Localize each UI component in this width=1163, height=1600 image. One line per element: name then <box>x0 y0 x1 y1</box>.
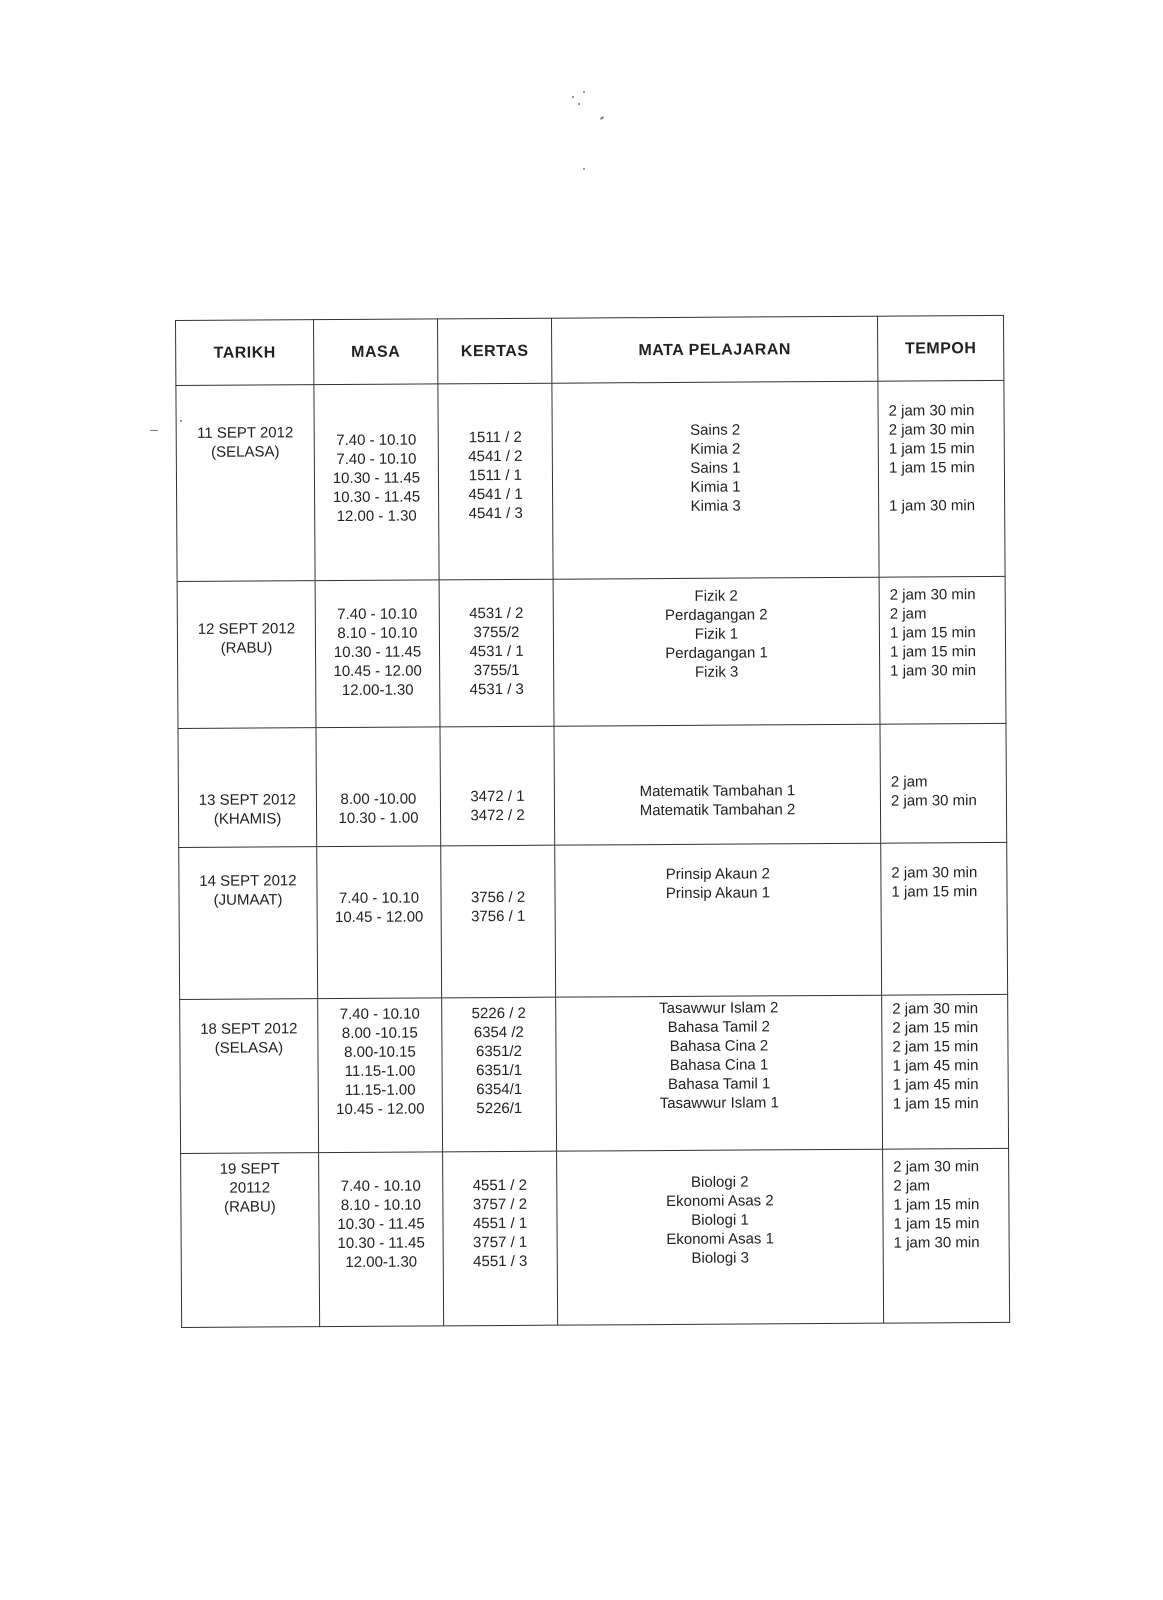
date-cell-line: 20112 <box>229 1179 271 1197</box>
tempoh-cell-line: 2 jam 30 min <box>891 864 978 882</box>
date-cell <box>179 847 318 1000</box>
masa-cell-line: 10.45 - 12.00 <box>334 908 424 927</box>
subject-cell-line: Sains 2 <box>690 421 741 439</box>
kertas-cell-line: 5226/1 <box>476 1099 523 1118</box>
masa-cell <box>315 580 440 728</box>
kertas-cell-line: 3755/2 <box>473 623 520 642</box>
exam-timetable <box>175 315 1009 1350</box>
date-cell-line: (SELASA) <box>211 443 280 461</box>
subject-cell-line: Matematik Tambahan 2 <box>639 801 796 820</box>
subject-cell-line: Bahasa Cina 1 <box>669 1056 769 1074</box>
masa-cell-line: 10.45 - 12.00 <box>336 1100 425 1119</box>
kertas-cell <box>440 726 555 846</box>
header-tempoh: TEMPOH <box>877 315 1003 381</box>
masa-cell-line: 7.40 - 10.10 <box>337 605 418 624</box>
table-row <box>176 380 1005 581</box>
date-cell-line: 14 SEPT 2012 <box>199 872 297 890</box>
tempoh-cell-line: 1 jam 45 min <box>892 1057 979 1075</box>
masa-cell-line: 10.30 - 11.45 <box>337 1234 425 1253</box>
tempoh-cell-line: 2 jam 30 min <box>888 402 975 420</box>
subject-cell-line: Matematik Tambahan 1 <box>639 782 796 801</box>
tempoh-cell <box>882 994 1009 1149</box>
timetable-table <box>175 315 1010 1328</box>
subject-cell-line: Kimia 3 <box>690 497 741 515</box>
kertas-cell-line: 4541 / 3 <box>468 504 523 523</box>
subject-cell-line: Ekonomi Asas 2 <box>666 1192 774 1211</box>
tempoh-cell-line: 1 jam 15 min <box>893 1215 980 1233</box>
masa-cell-line: 7.40 - 10.10 <box>338 889 420 908</box>
kertas-cell-line: 3755/1 <box>473 661 520 680</box>
date-cell <box>176 385 315 582</box>
kertas-cell-line: 4531 / 3 <box>469 680 524 699</box>
masa-cell-line: 11.15-1.00 <box>344 1062 416 1080</box>
kertas-cell-line: 6351/1 <box>476 1061 523 1080</box>
tempoh-cell-line: 1 jam 15 min <box>889 643 976 661</box>
tempoh-cell-line: 1 jam 15 min <box>889 624 976 642</box>
tempoh-cell-line: 2 jam <box>890 773 928 791</box>
tempoh-cell-line: 1 jam 15 min <box>891 883 978 901</box>
kertas-cell-line: 6354 /2 <box>473 1023 524 1042</box>
subject-cell <box>553 577 880 726</box>
masa-cell-line: 10.30 - 1.00 <box>338 809 419 828</box>
kertas-cell-line: 6351/2 <box>475 1042 522 1061</box>
date-cell-line: (RABU) <box>220 639 273 657</box>
kertas-cell <box>438 383 553 580</box>
subject-cell-line: Kimia 2 <box>690 440 741 458</box>
subject-cell <box>557 1149 884 1325</box>
date-cell-line: 18 SEPT 2012 <box>200 1020 298 1038</box>
subject-cell <box>555 843 882 997</box>
table-row <box>178 723 1007 847</box>
masa-cell-line: 10.30 - 11.45 <box>332 488 421 507</box>
header-row <box>176 315 1004 385</box>
header-kertas: KERTAS <box>437 318 551 384</box>
header-tarikh: TARIKH <box>176 320 314 386</box>
masa-cell <box>316 727 441 847</box>
masa-cell-line: 10.30 - 11.45 <box>333 643 422 662</box>
tempoh-cell-line: 2 jam 30 min <box>889 586 976 604</box>
tempoh-cell <box>880 723 1007 843</box>
tempoh-cell-line: 2 jam <box>889 605 927 623</box>
masa-cell-line: 8.10 - 10.10 <box>337 624 418 643</box>
masa-cell <box>318 998 443 1153</box>
masa-cell <box>317 846 442 999</box>
date-cell <box>178 728 317 848</box>
masa-cell-line: 8.00 -10.15 <box>341 1024 418 1042</box>
masa-cell-line: 8.00-10.15 <box>344 1043 416 1061</box>
kertas-cell-line: 4541 / 2 <box>468 447 523 466</box>
subject-cell-line: Prinsip Akaun 1 <box>665 884 771 903</box>
kertas-cell <box>442 997 557 1152</box>
subject-cell-line: Fizik 2 <box>694 587 738 605</box>
subject-cell-line: Biologi 3 <box>691 1249 750 1267</box>
tempoh-cell-line: 1 jam 15 min <box>888 459 975 477</box>
kertas-cell-line: 5226 / 2 <box>471 1004 526 1023</box>
kertas-cell <box>443 1151 558 1326</box>
subject-cell-line: Fizik 3 <box>694 663 739 681</box>
subject-cell-line: Bahasa Tamil 1 <box>667 1075 771 1094</box>
tempoh-cell-line: 1 jam 15 min <box>892 1095 979 1113</box>
subject-cell-line: Ekonomi Asas 1 <box>666 1230 774 1249</box>
kertas-cell-line: 4551 / 1 <box>472 1214 528 1233</box>
subject-cell-line: Prinsip Akaun 2 <box>665 865 771 884</box>
subject-cell-line: Tasawwur Islam 1 <box>659 1094 779 1113</box>
masa-cell-line: 12.00-1.30 <box>341 681 414 699</box>
date-cell <box>180 999 319 1154</box>
kertas-cell-line: 4531 / 2 <box>469 604 524 623</box>
table-row <box>181 1148 1010 1327</box>
masa-cell-line: 7.40 - 10.10 <box>340 1177 421 1196</box>
kertas-cell-line: 1511 / 1 <box>468 466 523 485</box>
date-cell <box>181 1153 320 1328</box>
kertas-cell <box>441 845 556 998</box>
subject-cell <box>554 724 881 845</box>
date-cell-line: (JUMAAT) <box>213 891 283 909</box>
masa-cell-line: 10.30 - 11.45 <box>332 469 421 488</box>
subject-cell-line: Fizik 1 <box>694 625 739 643</box>
tempoh-cell <box>883 1148 1010 1323</box>
masa-cell-line: 7.40 - 10.10 <box>336 431 417 450</box>
kertas-cell-line: 4531 / 1 <box>469 642 524 661</box>
date-cell-line: (SELASA) <box>214 1039 284 1057</box>
tempoh-cell-line: 2 jam 30 min <box>888 421 975 439</box>
subject-cell <box>552 381 879 579</box>
kertas-cell-line: 3472 / 1 <box>470 787 525 806</box>
tempoh-cell-line: 2 jam <box>893 1177 931 1195</box>
kertas-cell-line: 4551 / 2 <box>472 1176 527 1195</box>
subject-cell-line: Biologi 2 <box>690 1173 749 1191</box>
kertas-cell-line: 1511 / 2 <box>468 428 522 447</box>
date-cell-line: 19 SEPT <box>219 1160 280 1178</box>
subject-cell-line: Kimia 1 <box>690 478 741 496</box>
masa-cell-line: 10.30 - 11.45 <box>337 1215 425 1234</box>
kertas-cell-line: 3756 / 2 <box>470 888 526 907</box>
kertas-cell-line: 3757 / 2 <box>472 1195 528 1214</box>
masa-cell <box>314 384 439 581</box>
kertas-cell-line: 3756 / 1 <box>470 907 526 926</box>
kertas-cell-line: 3472 / 2 <box>470 806 525 825</box>
masa-cell-line: 8.10 - 10.10 <box>340 1196 421 1215</box>
masa-cell <box>319 1152 444 1327</box>
tempoh-cell-line: 2 jam 30 min <box>892 1000 979 1018</box>
date-cell-line: 11 SEPT 2012 <box>197 424 294 442</box>
masa-cell-line: 7.40 - 10.10 <box>336 450 417 469</box>
date-cell-line: 13 SEPT 2012 <box>198 791 297 809</box>
tempoh-cell-line: 1 jam 30 min <box>890 662 977 680</box>
table-row <box>177 576 1006 728</box>
tempoh-cell-line: 2 jam 15 min <box>892 1019 979 1037</box>
table-row <box>179 842 1008 999</box>
tempoh-cell <box>881 842 1008 995</box>
kertas-cell <box>439 579 554 727</box>
tempoh-cell-line: 1 jam 30 min <box>893 1234 980 1252</box>
masa-cell-line: 12.00-1.30 <box>345 1253 418 1271</box>
subject-cell-line: Bahasa Tamil 2 <box>667 1018 771 1037</box>
masa-cell-line: 8.00 -10.00 <box>340 790 417 808</box>
tempoh-cell-line: 1 jam 45 min <box>892 1076 979 1094</box>
subject-cell-line: Sains 1 <box>690 459 741 477</box>
kertas-cell-line: 3757 / 1 <box>472 1233 528 1252</box>
subject-cell-line: Perdagangan 2 <box>664 606 768 625</box>
date-cell-line: (RABU) <box>224 1198 276 1216</box>
tempoh-cell-line: 2 jam 15 min <box>892 1038 979 1056</box>
masa-cell-line: 11.15-1.00 <box>344 1081 416 1099</box>
subject-cell-line: Bahasa Cina 2 <box>669 1037 769 1055</box>
kertas-cell-line: 6354/1 <box>476 1080 523 1099</box>
table-row <box>180 994 1009 1153</box>
kertas-cell-line: 4551 / 3 <box>473 1252 528 1271</box>
tempoh-cell <box>879 576 1006 724</box>
date-cell-line: 12 SEPT 2012 <box>197 620 296 638</box>
tempoh-cell-line: 1 jam 15 min <box>888 440 975 458</box>
header-mata-pelajaran: MATA PELAJARAN <box>551 316 877 383</box>
subject-cell-line: Perdagangan 1 <box>665 644 768 663</box>
tempoh-cell-line: 2 jam 30 min <box>893 1158 980 1176</box>
date-cell <box>177 581 316 729</box>
kertas-cell-line: 4541 / 1 <box>468 485 523 504</box>
masa-cell-line: 7.40 - 10.10 <box>339 1005 420 1024</box>
masa-cell-line: 12.00 - 1.30 <box>336 507 417 526</box>
tempoh-cell-line: 2 jam 30 min <box>890 792 977 810</box>
subject-cell <box>556 995 883 1151</box>
header-masa: MASA <box>314 319 438 385</box>
date-cell-line: (KHAMIS) <box>213 810 282 828</box>
subject-cell-line: Tasawwur Islam 2 <box>659 999 779 1018</box>
tempoh-cell-line: 1 jam 15 min <box>893 1196 980 1214</box>
masa-cell-line: 10.45 - 12.00 <box>333 662 422 681</box>
subject-cell-line: Biologi 1 <box>691 1211 749 1229</box>
tempoh-cell-line: 1 jam 30 min <box>889 497 976 515</box>
tempoh-cell <box>878 380 1005 577</box>
